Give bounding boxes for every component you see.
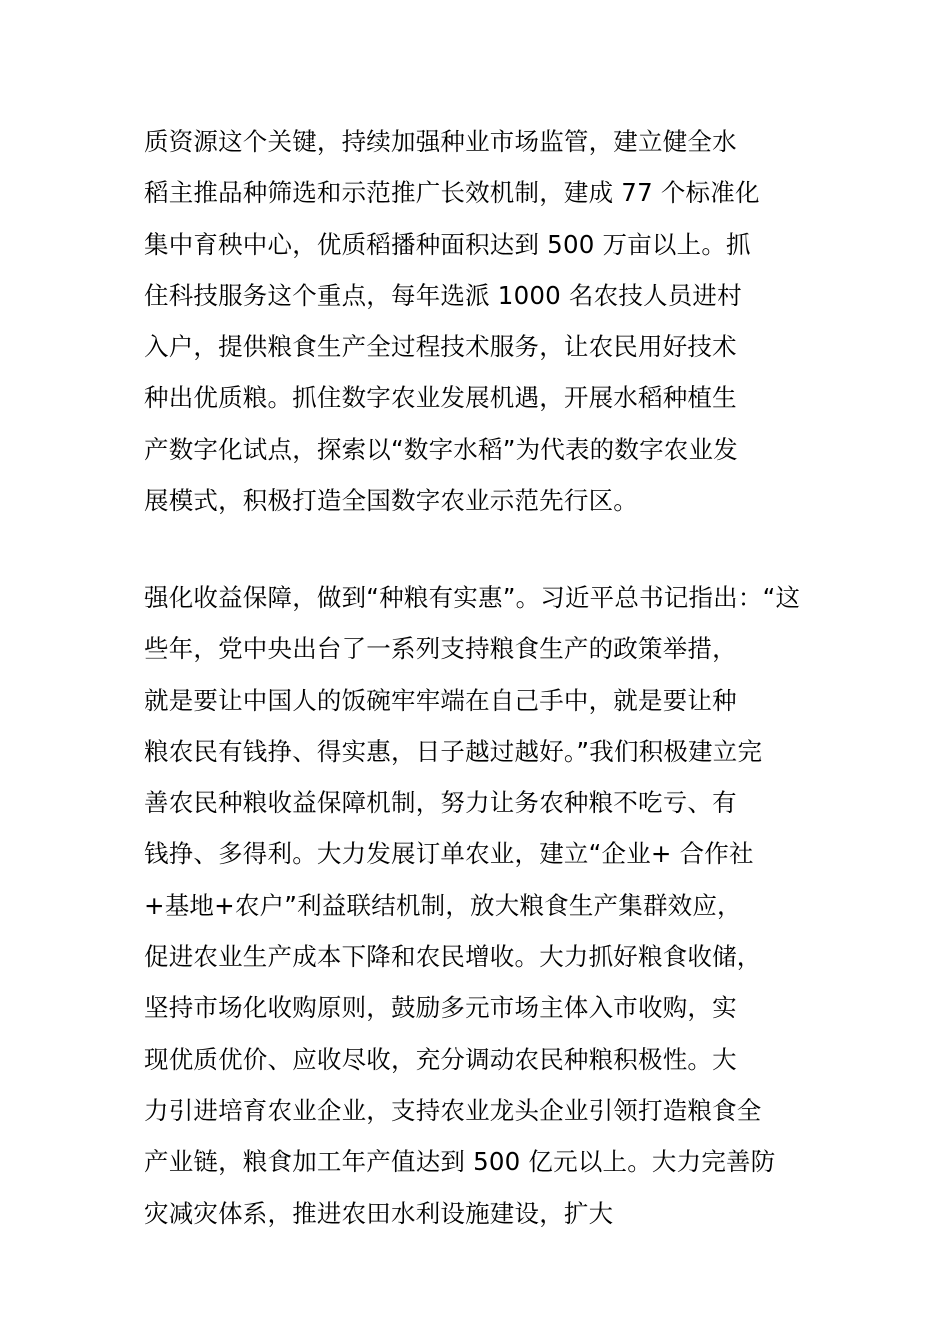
text-line: 稻主推品种筛选和示范推广长效机制，建成 77 个标准化 xyxy=(144,178,760,208)
text-line: 产业链，粮食加工年产值达到 500 亿元以上。大力完善防 xyxy=(144,1147,776,1177)
text-line: +基地+农户”利益联结机制，放大粮食生产集群效应， xyxy=(144,890,742,920)
text-line: 坚持市场化收购原则，鼓励多元市场主体入市收购，实 xyxy=(144,993,737,1023)
text-line: 强化收益保障，做到“种粮有实惠”。习近平总书记指出：“这 xyxy=(144,583,801,612)
text-line: 住科技服务这个重点，每年选派 1000 名农技人员进村 xyxy=(144,280,742,310)
text-line: 质资源这个关键，持续加强种业市场监管，建立健全水 xyxy=(144,127,737,156)
text-line: 力引进培育农业企业，支持农业龙头企业引领打造粮食全 xyxy=(144,1095,762,1125)
paragraph-income-guarantee xyxy=(144,572,844,1239)
text-line: 产数字化试点，探索以“数字水稻”为代表的数字农业发 xyxy=(144,434,738,464)
text-line: 些年，党中央出台了一系列支持粮食生产的政策举措， xyxy=(144,634,737,664)
text-line: 种出优质粮。抓住数字农业发展机遇，开展水稻种植生 xyxy=(144,383,737,413)
text-line: 粮农民有钱挣、得实惠，日子越过越好。”我们积极建立完 xyxy=(144,736,763,766)
paragraph-seed-and-tech xyxy=(144,116,844,526)
text-line: 入户，提供粮食生产全过程技术服务，让农民用好技术 xyxy=(144,332,737,362)
text-line: 展模式，积极打造全国数字农业示范先行区。 xyxy=(144,486,638,516)
text-line: 善农民种粮收益保障机制，努力让务农种粮不吃亏、有 xyxy=(144,788,737,818)
text-line: 灾减灾体系，推进农田水利设施建设，扩大 xyxy=(144,1198,614,1228)
text-line: 集中育秧中心，优质稻播种面积达到 500 万亩以上。抓 xyxy=(144,229,751,259)
text-line: 促进农业生产成本下降和农民增收。大力抓好粮食收储， xyxy=(144,942,762,972)
text-line: 钱挣、多得利。大力发展订单农业，建立“企业+ 合作社 xyxy=(144,839,754,869)
text-line: 就是要让中国人的饭碗牢牢端在自己手中，就是要让种 xyxy=(144,685,737,715)
text-line: 现优质优价、应收尽收，充分调动农民种粮积极性。大 xyxy=(144,1044,737,1074)
